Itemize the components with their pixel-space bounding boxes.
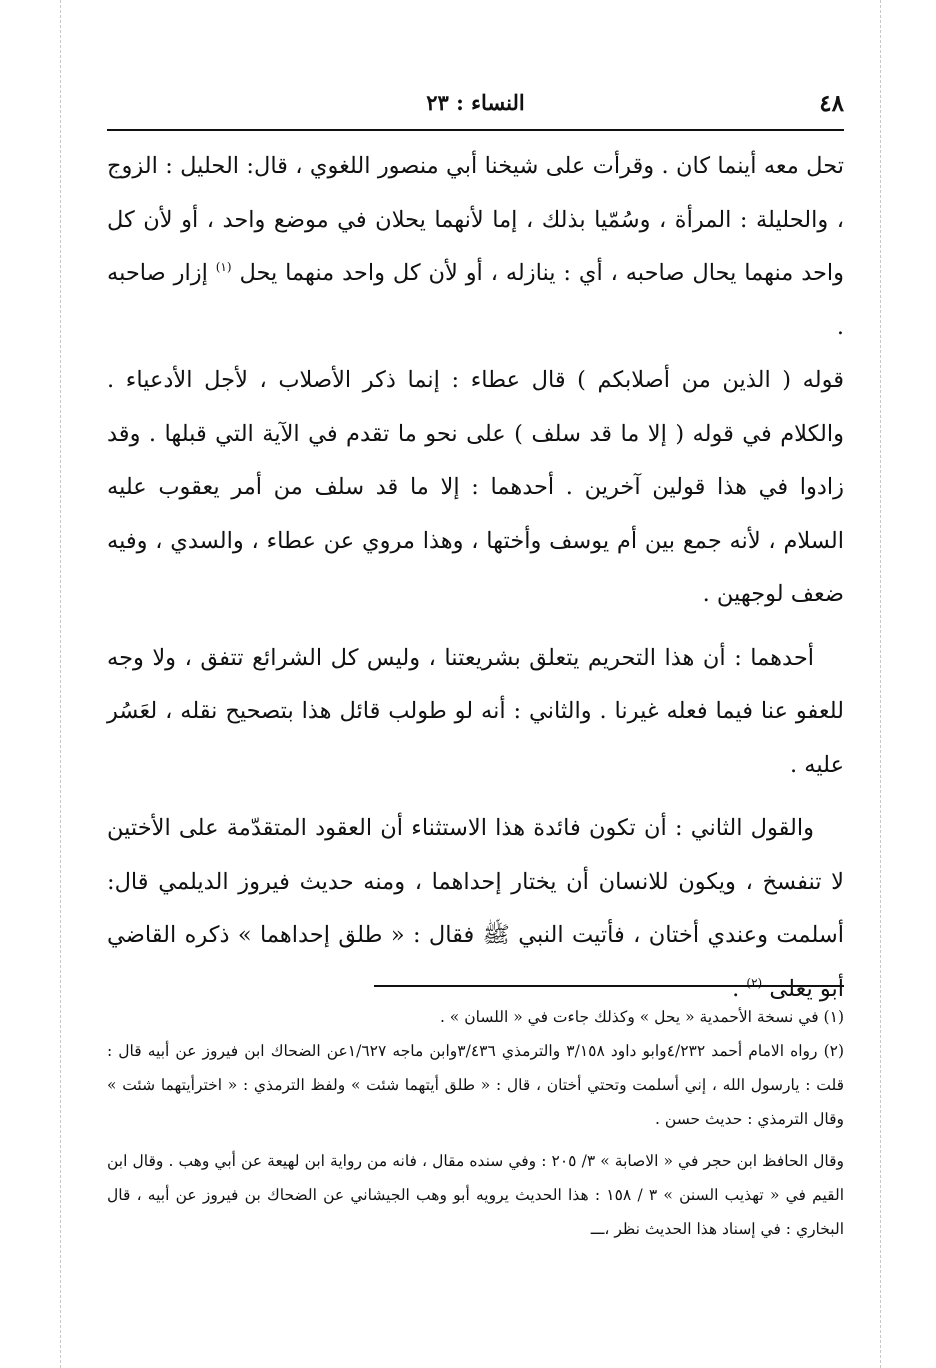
footnote-line: (٢) رواه الامام أحمد ٤/٢٣٢وابو داود ٣/١٥٨ والترمذي ٣/٤٣٦وابن ماجه ١/٦٢٧عن الضحاك	[270, 1042, 845, 1060]
header-rule	[107, 129, 844, 131]
footnote-line: شئت » ولفظ الترمذي : « اخترأيتهما شئت » وقال الترمذي : حديث حسن .	[107, 1076, 844, 1128]
footnote-ref: (٢)	[746, 975, 763, 990]
footnote-line: ابن فيروز عن أبيه قال : قلت : يارسول الله ، إني أسلمت وتحتي أختان ، قال : « طلق أيتهما	[107, 1042, 844, 1094]
paragraph	[107, 354, 844, 622]
footnote	[107, 1034, 844, 1136]
text-line: أحدهما : أن هذا التحريم يتعلق بشريعتنا ، وليس كل الشرائع تتفق ، ولا وجه	[107, 644, 814, 671]
text-line: أبو يعلى	[769, 975, 844, 1002]
footnote-line: وهب الجيشاني عن الضحاك بن فيروز عن أبيه ، قال البخاري : في إسناد هذا الحديث نظر ،ـــ	[107, 1186, 844, 1238]
main-text	[107, 140, 844, 1016]
footnote-line: (١) في نسخة الأحمدية « يحل » وكذلك جاءت في « اللسان » .	[439, 1008, 844, 1026]
text-line: والحليلة : المرأة ، وسُمّيا بذلك ، إما لأنهما يحلان في موضع واحد ، أو لأن كل واحد	[107, 206, 845, 286]
footnote	[107, 1144, 844, 1246]
footnote-line: وقال الحافظ ابن حجر في « الاصابة » ٣/ ٢٠٥ : وفي سنده مقال ، فانه من رواية ابن	[304, 1152, 845, 1170]
page-number: ٤٨	[819, 90, 844, 117]
text-line: والقول الثاني : أن تكون فائدة هذا الاستثناء أن العقود المتقدّمة على الأختين	[107, 815, 814, 841]
text-line: لا تنفسخ ، ويكون للانسان أن يختار إحداهما ، ومنه حديث فيروز الديلمي قال:	[107, 868, 844, 895]
footnote-ref: (١)	[215, 260, 232, 274]
footnote-line: لهيعة عن أبي وهب . وقال ابن القيم في « تهذيب السنن » ٣ / ١٥٨ : هذا الحديث يرويه أبو	[107, 1152, 845, 1204]
text-line: لعَسُر عليه .	[107, 698, 844, 778]
text-line: .	[732, 975, 740, 1002]
text-line: للعفو عنا فيما فعله غيرنا . والثاني : أنه لو طولب قائل هذا بتصحيح نقله ،	[165, 698, 844, 724]
running-head: النساء : ٢٣	[426, 90, 525, 115]
paragraph	[107, 802, 844, 1016]
footnote	[107, 1000, 844, 1034]
text-line: وقد زادوا في هذا قولين آخرين . أحدهما : إلا ما قد سلف من أمر يعقوب عليه	[107, 420, 844, 500]
text-line: وفيه ضعف لوجهين .	[107, 527, 844, 607]
text-line: أسلمت وعندي أختان ، فأتيت النبي ﷺ فقال : « طلق إحداهما » ذكره القاضي	[107, 922, 844, 948]
paragraph	[107, 632, 844, 793]
footnote-rule	[374, 985, 844, 987]
scan-edge-left	[60, 0, 62, 1368]
scan-edge-right	[880, 0, 882, 1368]
text-line: السلام ، لأنه جمع بين أم يوسف وأختها ، وهذا مروي عن عطاء ، والسدي ،	[155, 527, 844, 554]
footnotes	[107, 1000, 844, 1246]
text-line: والكلام في قوله ( إلا ما قد سلف ) على نحو ما تقدم في الآية التي قبلها .	[148, 420, 844, 447]
text-line: تحل معه أينما كان . وقرأت على شيخنا أبي منصور اللغوي ، قال: الحليل : الزوج ،	[107, 153, 844, 233]
text-line: قوله ( الذين من أصلابكم ) قال عطاء : إنما ذكر الأصلاب ، لأجل الأدعياء .	[107, 367, 844, 393]
paragraph	[107, 140, 844, 354]
page-header	[107, 84, 844, 128]
text-line: إزار صاحبه .	[107, 260, 844, 340]
text-line: منهما يحال صاحبه ، أي : ينازله ، أو لأن كل واحد منهما يحل	[239, 260, 794, 286]
